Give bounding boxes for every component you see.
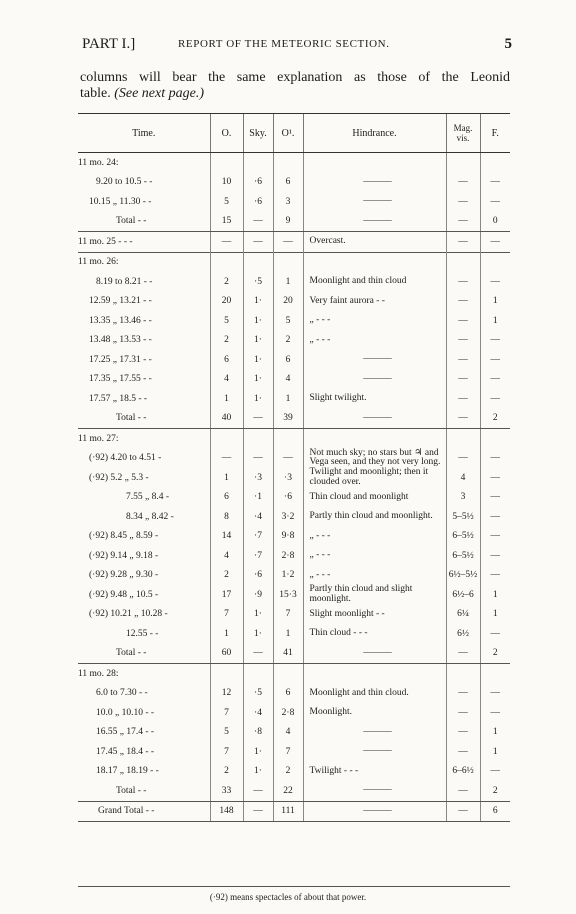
f-cell — [480, 153, 510, 173]
time-cell: 8.34 „ 8.42 - — [126, 511, 174, 522]
mag-vis-cell: — — [446, 801, 480, 822]
hindrance-cell: Slight moonlight - - — [303, 605, 446, 625]
time-cell: 12.55 - - — [126, 628, 159, 639]
o1-cell: ·6 — [273, 488, 303, 508]
time-cell: 18.17 „ 18.19 - - — [96, 766, 159, 777]
o-cell: 8 — [210, 507, 243, 527]
hindrance-cell: „ - - - — [303, 527, 446, 547]
f-cell: 2 — [480, 409, 510, 429]
hindrance-cell — [303, 429, 446, 449]
o-cell: 1 — [210, 468, 243, 488]
time-cell: Total - - — [78, 409, 210, 429]
table-row — [78, 331, 510, 351]
table-row — [78, 624, 510, 644]
sky-cell: ·9 — [243, 585, 273, 605]
f-cell: 1 — [480, 605, 510, 625]
table-row — [78, 173, 510, 193]
o1-cell: 111 — [273, 801, 303, 822]
page-number: 5 — [504, 36, 512, 52]
mag-vis-cell: — — [446, 272, 480, 292]
o1-cell: 7 — [273, 605, 303, 625]
f-cell — [480, 429, 510, 449]
table-row — [78, 527, 510, 547]
table-row — [78, 292, 510, 312]
total-row — [78, 781, 510, 801]
hindrance-cell: Not much sky; no stars but ♃ and Vega seen, and they not very long. — [303, 449, 446, 469]
o-cell: 10 — [210, 173, 243, 193]
f-cell: — — [480, 527, 510, 547]
f-cell: — — [480, 507, 510, 527]
date-row — [78, 429, 510, 449]
o-cell: 20 — [210, 292, 243, 312]
sky-cell: 1· — [243, 605, 273, 625]
hindrance-cell: „ - - - — [303, 566, 446, 586]
o-cell: 12 — [210, 684, 243, 704]
o1-cell: 3 — [273, 192, 303, 212]
sky-cell: 1· — [243, 762, 273, 782]
sky-cell: ·8 — [243, 723, 273, 743]
table-row — [78, 232, 510, 253]
hindrance-cell: ——— — [303, 742, 446, 762]
mag-vis-cell — [446, 153, 480, 173]
table-row — [78, 468, 510, 488]
hindrance-cell — [303, 664, 446, 684]
hindrance-cell: „ - - - — [303, 546, 446, 566]
time-cell: 7.55 „ 8.4 - — [126, 492, 170, 503]
o1-cell: 3·2 — [273, 507, 303, 527]
time-cell: 10.15 „ 11.30 - - — [89, 196, 152, 207]
intro-see-next: (See next page.) — [114, 86, 205, 101]
f-cell: — — [480, 624, 510, 644]
sky-cell: ·4 — [243, 703, 273, 723]
f-cell: — — [480, 449, 510, 469]
sky-cell: — — [243, 232, 273, 253]
page-header — [82, 36, 512, 54]
o1-cell: 15·3 — [273, 585, 303, 605]
time-cell: (·92) 5.2 „ 5.3 - — [89, 472, 149, 483]
running-title: REPORT OF THE METEORIC SECTION. — [178, 38, 390, 50]
time-cell: 11 mo. 26: — [78, 252, 210, 272]
o-cell — [210, 429, 243, 449]
o1-cell: 1 — [273, 624, 303, 644]
o-cell — [210, 664, 243, 684]
o-cell: 148 — [210, 801, 243, 822]
col-header-time: Time. — [78, 114, 210, 153]
table-row — [78, 350, 510, 370]
f-cell: 1 — [480, 311, 510, 331]
time-cell: (·92) 4.20 to 4.51 - — [89, 453, 162, 464]
mag-vis-cell: — — [446, 192, 480, 212]
o1-cell: 1·2 — [273, 566, 303, 586]
o-cell: 2 — [210, 762, 243, 782]
f-cell: — — [480, 272, 510, 292]
hindrance-cell: ——— — [303, 350, 446, 370]
o1-cell — [273, 252, 303, 272]
part-label: PART I.] — [82, 36, 136, 52]
hindrance-cell: Thin cloud and moonlight — [303, 488, 446, 508]
o-cell: 1 — [210, 389, 243, 409]
mag-vis-cell: — — [446, 449, 480, 469]
intro-line-1: columns will bear the same explanation as those of the Leonid — [80, 70, 510, 85]
sky-cell: — — [243, 212, 273, 232]
sky-cell: ·3 — [243, 468, 273, 488]
o1-cell: 41 — [273, 644, 303, 664]
mag-vis-cell: — — [446, 292, 480, 312]
hindrance-cell: ——— — [303, 409, 446, 429]
time-cell: Grand Total - - — [78, 801, 210, 822]
mag-vis-cell: 5–5½ — [446, 507, 480, 527]
f-cell: 2 — [480, 781, 510, 801]
o1-cell: — — [273, 232, 303, 253]
o1-cell: 1 — [273, 272, 303, 292]
mag-vis-cell: — — [446, 409, 480, 429]
table-row — [78, 723, 510, 743]
time-cell: 17.45 „ 18.4 - - — [96, 746, 155, 757]
o1-cell: 39 — [273, 409, 303, 429]
hindrance-cell: Slight twilight. — [303, 389, 446, 409]
mag-vis-cell: — — [446, 703, 480, 723]
f-cell: — — [480, 468, 510, 488]
o-cell: 2 — [210, 331, 243, 351]
total-row — [78, 409, 510, 429]
o1-cell: 5 — [273, 311, 303, 331]
mag-vis-cell: 3 — [446, 488, 480, 508]
hindrance-cell: „ - - - — [303, 311, 446, 331]
o1-cell: 4 — [273, 370, 303, 390]
hindrance-cell — [303, 153, 446, 173]
sky-cell — [243, 153, 273, 173]
o1-cell — [273, 429, 303, 449]
time-cell: 13.35 „ 13.46 - - — [89, 315, 152, 326]
table-row — [78, 684, 510, 704]
table-row — [78, 585, 510, 605]
mag-vis-cell: — — [446, 723, 480, 743]
sky-cell: — — [243, 644, 273, 664]
o1-cell — [273, 153, 303, 173]
o-cell: 40 — [210, 409, 243, 429]
mag-vis-cell: — — [446, 370, 480, 390]
o1-cell: 2 — [273, 331, 303, 351]
f-cell: — — [480, 488, 510, 508]
mag-vis-cell: — — [446, 389, 480, 409]
time-cell: 17.35 „ 17.55 - - — [89, 374, 152, 385]
sky-cell: ·7 — [243, 546, 273, 566]
table-row — [78, 507, 510, 527]
o-cell: 4 — [210, 546, 243, 566]
sky-cell: 1· — [243, 292, 273, 312]
meteor-observations-table — [78, 113, 510, 822]
time-cell: (·92) 10.21 „ 10.28 - — [89, 609, 168, 620]
hindrance-cell: Overcast. — [303, 232, 446, 253]
table-bottom-rule — [78, 886, 510, 887]
f-cell: 0 — [480, 212, 510, 232]
hindrance-cell: Partly thin cloud and slight moonlight. — [303, 585, 446, 605]
hindrance-cell: Very faint aurora - - — [303, 292, 446, 312]
col-header-f: F. — [480, 114, 510, 153]
intro-paragraph — [80, 70, 510, 102]
grand-total-row — [78, 801, 510, 822]
sky-cell — [243, 429, 273, 449]
f-cell: — — [480, 370, 510, 390]
o-cell: 17 — [210, 585, 243, 605]
o1-cell: 9 — [273, 212, 303, 232]
time-cell: (·92) 9.48 „ 10.5 - — [89, 589, 159, 600]
time-cell: 6.0 to 7.30 - - — [96, 688, 148, 699]
f-cell — [480, 252, 510, 272]
table-row — [78, 546, 510, 566]
sky-cell: ·6 — [243, 566, 273, 586]
sky-cell: 1· — [243, 370, 273, 390]
o-cell: 5 — [210, 192, 243, 212]
sky-cell: ·6 — [243, 192, 273, 212]
table-row — [78, 370, 510, 390]
o-cell: 60 — [210, 644, 243, 664]
o1-cell: 7 — [273, 742, 303, 762]
mag-vis-cell: 4 — [446, 468, 480, 488]
f-cell: — — [480, 684, 510, 704]
sky-cell: ·5 — [243, 272, 273, 292]
col-header-o: O. — [210, 114, 243, 153]
time-cell: 10.0 „ 10.10 - - — [96, 707, 155, 718]
table-row — [78, 311, 510, 331]
o-cell: 7 — [210, 742, 243, 762]
total-row — [78, 644, 510, 664]
o1-cell: 2 — [273, 762, 303, 782]
sky-cell: 1· — [243, 742, 273, 762]
o1-cell: 6 — [273, 684, 303, 704]
o1-cell: 6 — [273, 173, 303, 193]
f-cell: 6 — [480, 801, 510, 822]
date-row — [78, 252, 510, 272]
o1-cell: 2·8 — [273, 703, 303, 723]
hindrance-cell: „ - - - — [303, 331, 446, 351]
sky-cell: 1· — [243, 624, 273, 644]
time-cell: 9.20 to 10.5 - - — [96, 177, 153, 188]
table-row — [78, 389, 510, 409]
mag-vis-cell: 6–5½ — [446, 527, 480, 547]
col-header-sky: Sky. — [243, 114, 273, 153]
sky-cell: — — [243, 801, 273, 822]
hindrance-cell — [303, 252, 446, 272]
table-row — [78, 566, 510, 586]
mag-vis-cell — [446, 429, 480, 449]
f-cell: — — [480, 192, 510, 212]
o1-cell: 9·8 — [273, 527, 303, 547]
mag-vis-cell: — — [446, 684, 480, 704]
o-cell: 7 — [210, 605, 243, 625]
date-row — [78, 153, 510, 173]
time-cell: 8.19 to 8.21 - - — [96, 276, 153, 287]
time-cell: 13.48 „ 13.53 - - — [89, 335, 152, 346]
time-cell: 11 mo. 25 - - - — [78, 232, 210, 253]
o-cell: 6 — [210, 488, 243, 508]
sky-cell: ·1 — [243, 488, 273, 508]
sky-cell: ·5 — [243, 684, 273, 704]
o-cell: 5 — [210, 311, 243, 331]
hindrance-cell: Moonlight and thin cloud. — [303, 684, 446, 704]
time-cell: Total - - — [78, 212, 210, 232]
o-cell — [210, 153, 243, 173]
time-cell: 11 mo. 28: — [78, 664, 210, 684]
o-cell: 1 — [210, 624, 243, 644]
mag-vis-cell: 6½ — [446, 624, 480, 644]
table-row — [78, 449, 510, 469]
sky-cell: 1· — [243, 331, 273, 351]
f-cell: — — [480, 173, 510, 193]
table-header-row — [78, 114, 510, 153]
intro-line-2: table. — [80, 86, 111, 101]
f-cell: — — [480, 546, 510, 566]
mag-vis-cell: — — [446, 350, 480, 370]
table-row — [78, 488, 510, 508]
table-row — [78, 742, 510, 762]
f-cell: 2 — [480, 644, 510, 664]
f-cell: — — [480, 389, 510, 409]
hindrance-cell: Thin cloud - - - — [303, 624, 446, 644]
o-cell: 15 — [210, 212, 243, 232]
mag-vis-cell: — — [446, 331, 480, 351]
o1-cell: 1 — [273, 389, 303, 409]
time-cell: 12.59 „ 13.21 - - — [89, 296, 152, 307]
table-row — [78, 605, 510, 625]
hindrance-cell: Twilight and moonlight; then it clouded over. — [303, 468, 446, 488]
o-cell: 6 — [210, 350, 243, 370]
mag-vis-cell: — — [446, 781, 480, 801]
o-cell: 14 — [210, 527, 243, 547]
f-cell: 1 — [480, 742, 510, 762]
footnote: (·92) means spectacles of about that power. — [209, 892, 367, 902]
hindrance-cell: ——— — [303, 644, 446, 664]
time-cell: 17.25 „ 17.31 - - — [89, 354, 152, 365]
time-cell: Total - - — [78, 644, 210, 664]
sky-cell: — — [243, 449, 273, 469]
hindrance-cell: Twilight - - - — [303, 762, 446, 782]
o1-cell: 2·8 — [273, 546, 303, 566]
f-cell: — — [480, 762, 510, 782]
f-cell: — — [480, 703, 510, 723]
mag-vis-cell: — — [446, 644, 480, 664]
mag-vis-cell: 6½–5½ — [446, 566, 480, 586]
table-row — [78, 762, 510, 782]
sky-cell: 1· — [243, 350, 273, 370]
o-cell: — — [210, 232, 243, 253]
mag-vis-cell — [446, 664, 480, 684]
o1-cell: 4 — [273, 723, 303, 743]
hindrance-cell: ——— — [303, 192, 446, 212]
mag-vis-cell: — — [446, 742, 480, 762]
o-cell: 7 — [210, 703, 243, 723]
sky-cell: 1· — [243, 389, 273, 409]
sky-cell: ·4 — [243, 507, 273, 527]
o1-cell: 22 — [273, 781, 303, 801]
sky-cell: — — [243, 409, 273, 429]
time-cell: Total - - — [78, 781, 210, 801]
mag-vis-cell: 6–6½ — [446, 762, 480, 782]
f-cell: — — [480, 566, 510, 586]
sky-cell: 1· — [243, 311, 273, 331]
time-cell: (·92) 9.14 „ 9.18 - — [89, 550, 159, 561]
hindrance-cell: Moonlight and thin cloud — [303, 272, 446, 292]
o-cell: 5 — [210, 723, 243, 743]
hindrance-cell: ——— — [303, 370, 446, 390]
hindrance-cell: ——— — [303, 781, 446, 801]
o-cell: 2 — [210, 566, 243, 586]
mag-vis-cell: 6–5½ — [446, 546, 480, 566]
f-cell — [480, 664, 510, 684]
mag-vis-cell: — — [446, 311, 480, 331]
mag-vis-cell: 6½–6 — [446, 585, 480, 605]
col-header-hindrance: Hindrance. — [303, 114, 446, 153]
time-cell: 16.55 „ 17.4 - - — [96, 727, 155, 738]
mag-vis-cell: — — [446, 212, 480, 232]
sky-cell: ·7 — [243, 527, 273, 547]
hindrance-cell: ——— — [303, 212, 446, 232]
hindrance-cell: Moonlight. — [303, 703, 446, 723]
time-cell: 11 mo. 27: — [78, 429, 210, 449]
mag-vis-cell: 6¼ — [446, 605, 480, 625]
o1-cell: ·3 — [273, 468, 303, 488]
f-cell: 1 — [480, 723, 510, 743]
sky-cell — [243, 252, 273, 272]
time-cell: 17.57 „ 18.5 - - — [89, 393, 148, 404]
mag-vis-cell: — — [446, 232, 480, 253]
sky-cell: — — [243, 781, 273, 801]
table-row — [78, 703, 510, 723]
f-cell: 1 — [480, 292, 510, 312]
time-cell: (·92) 8.45 „ 8.59 - — [89, 531, 159, 542]
o1-cell — [273, 664, 303, 684]
table-row — [78, 272, 510, 292]
o1-cell: 20 — [273, 292, 303, 312]
sky-cell: ·6 — [243, 173, 273, 193]
o-cell: — — [210, 449, 243, 469]
o-cell: 33 — [210, 781, 243, 801]
f-cell: — — [480, 331, 510, 351]
o1-cell: — — [273, 449, 303, 469]
col-header-o1: O¹. — [273, 114, 303, 153]
table-row — [78, 192, 510, 212]
col-header-mag-vis: Mag. vis. — [446, 114, 480, 153]
f-cell: — — [480, 350, 510, 370]
time-cell: (·92) 9.28 „ 9.30 - — [89, 570, 159, 581]
date-row — [78, 664, 510, 684]
o-cell: 2 — [210, 272, 243, 292]
o1-cell: 6 — [273, 350, 303, 370]
time-cell: 11 mo. 24: — [78, 157, 119, 168]
o-cell: 4 — [210, 370, 243, 390]
total-row — [78, 212, 510, 232]
mag-vis-cell: — — [446, 173, 480, 193]
hindrance-cell: ——— — [303, 723, 446, 743]
o-cell — [210, 252, 243, 272]
hindrance-cell: ——— — [303, 801, 446, 822]
hindrance-cell: ——— — [303, 173, 446, 193]
sky-cell — [243, 664, 273, 684]
f-cell: 1 — [480, 585, 510, 605]
hindrance-cell: Partly thin cloud and moonlight. — [303, 507, 446, 527]
f-cell: — — [480, 232, 510, 253]
mag-vis-cell — [446, 252, 480, 272]
